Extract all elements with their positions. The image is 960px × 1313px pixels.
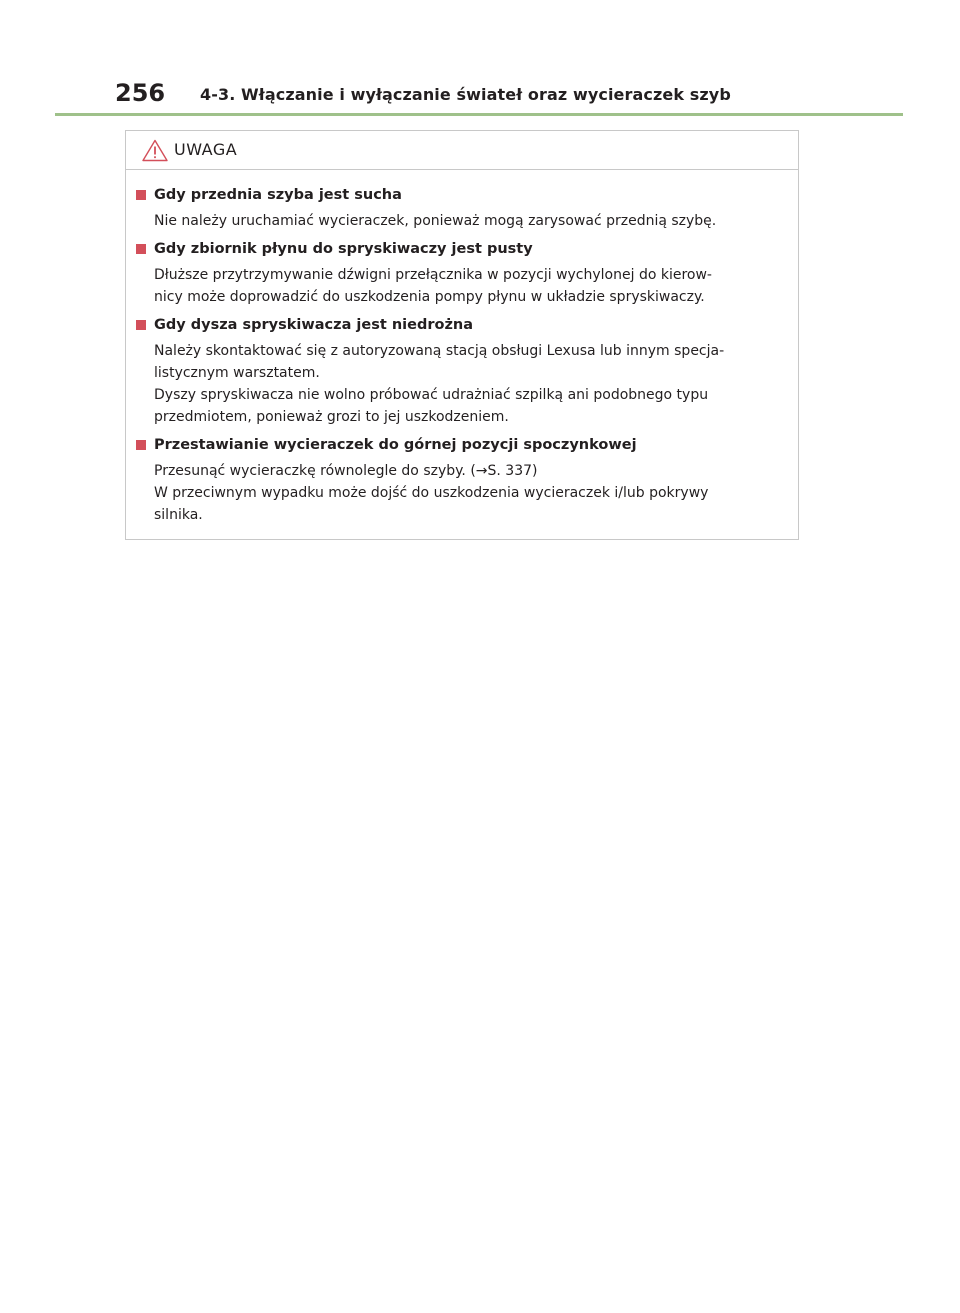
warning-item [136,184,784,232]
item-heading-text: Gdy przednia szyba jest sucha [154,187,402,203]
item-text-line: listycznym warsztatem. [154,365,320,381]
item-heading-text: Gdy zbiornik płynu do spryskiwaczy jest pusty [154,241,533,257]
warning-item [136,434,784,526]
warning-triangle-icon [142,139,168,162]
item-text [136,460,784,526]
item-text-line: silnika. [154,507,203,523]
item-text [136,264,784,308]
page-number: 256 [115,79,166,107]
item-text-line page-reference-link: Przesunąć wycieraczkę równolegle do szyby. (→S. 337) [154,463,538,479]
item-text-line: Dłuższe przytrzymywanie dźwigni przełącznika w pozycji wychylonej do kierow- [154,267,712,283]
square-bullet-icon [136,244,146,254]
square-bullet-icon [136,320,146,330]
warning-item [136,238,784,308]
item-heading-text: Gdy dysza spryskiwacza jest niedrożna [154,317,473,333]
item-text-line: nicy może doprowadzić do uszkodzenia pompy płynu w układzie spryskiwaczy. [154,289,705,305]
item-text-line: W przeciwnym wypadku może dojść do uszkodzenia wycieraczek i/lub pokrywy [154,485,709,501]
warning-box [125,130,799,540]
item-text-line: Dyszy spryskiwacza nie wolno próbować udrażniać szpilką ani podobnego typu [154,387,709,403]
page-header [55,78,903,116]
square-bullet-icon [136,440,146,450]
header-rule [55,113,903,116]
item-heading [136,184,784,206]
item-heading [136,238,784,260]
item-text-line: Nie należy uruchamiać wycieraczek, ponieważ mogą zarysować przednią szybę. [154,213,717,229]
square-bullet-icon [136,190,146,200]
item-heading [136,314,784,336]
item-text [136,210,784,232]
warning-title: UWAGA [174,140,238,159]
warning-body [126,170,798,526]
item-text-line: przedmiotem, ponieważ grozi to jej uszkodzeniem. [154,409,509,425]
item-text-line: Należy skontaktować się z autoryzowaną stacją obsługi Lexusa lub innym specja- [154,343,725,359]
item-text [136,340,784,428]
section-title: 4-3. Włączanie i wyłączanie świateł oraz wycieraczek szyb [200,85,731,104]
item-heading [136,434,784,456]
item-heading-text: Przestawianie wycieraczek do górnej pozycji spoczynkowej [154,437,637,453]
warning-item [136,314,784,428]
warning-header [126,131,798,170]
